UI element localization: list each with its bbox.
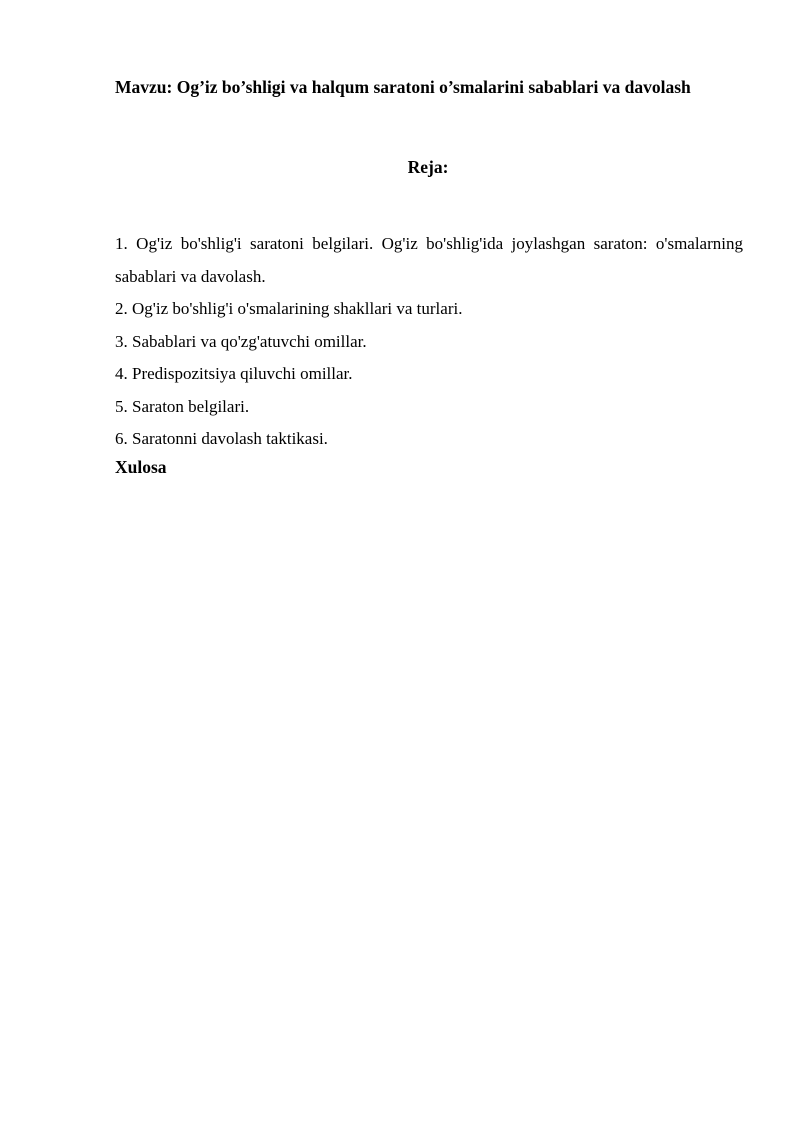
- plan-item: 3. Sabablari va qo'zg'atuvchi omillar.: [115, 331, 367, 351]
- plan-heading: Reja:: [407, 157, 449, 177]
- conclusion-heading: Xulosa: [115, 457, 167, 477]
- plan-item: 2. Og'iz bo'shlig'i o'smalarining shakllari va turlari.: [115, 299, 463, 318]
- plan-list: [115, 228, 743, 456]
- document-title: Mavzu: Og’iz bo’shligi va halqum saratoni o’smalarini sabablari va davolash: [115, 77, 691, 97]
- plan-item: 6. Saratonni davolash taktikasi.: [115, 429, 328, 448]
- plan-item: 5. Saraton belgilari.: [115, 396, 250, 416]
- plan-item: 4. Predispozitsiya qiluvchi omillar.: [115, 364, 353, 383]
- plan-item: 1. Og'iz bo'shlig'i saratoni belgilari. Og'iz bo'shlig'ida joylashgan saraton: o'smalarning sabablari va davolash.: [115, 234, 743, 286]
